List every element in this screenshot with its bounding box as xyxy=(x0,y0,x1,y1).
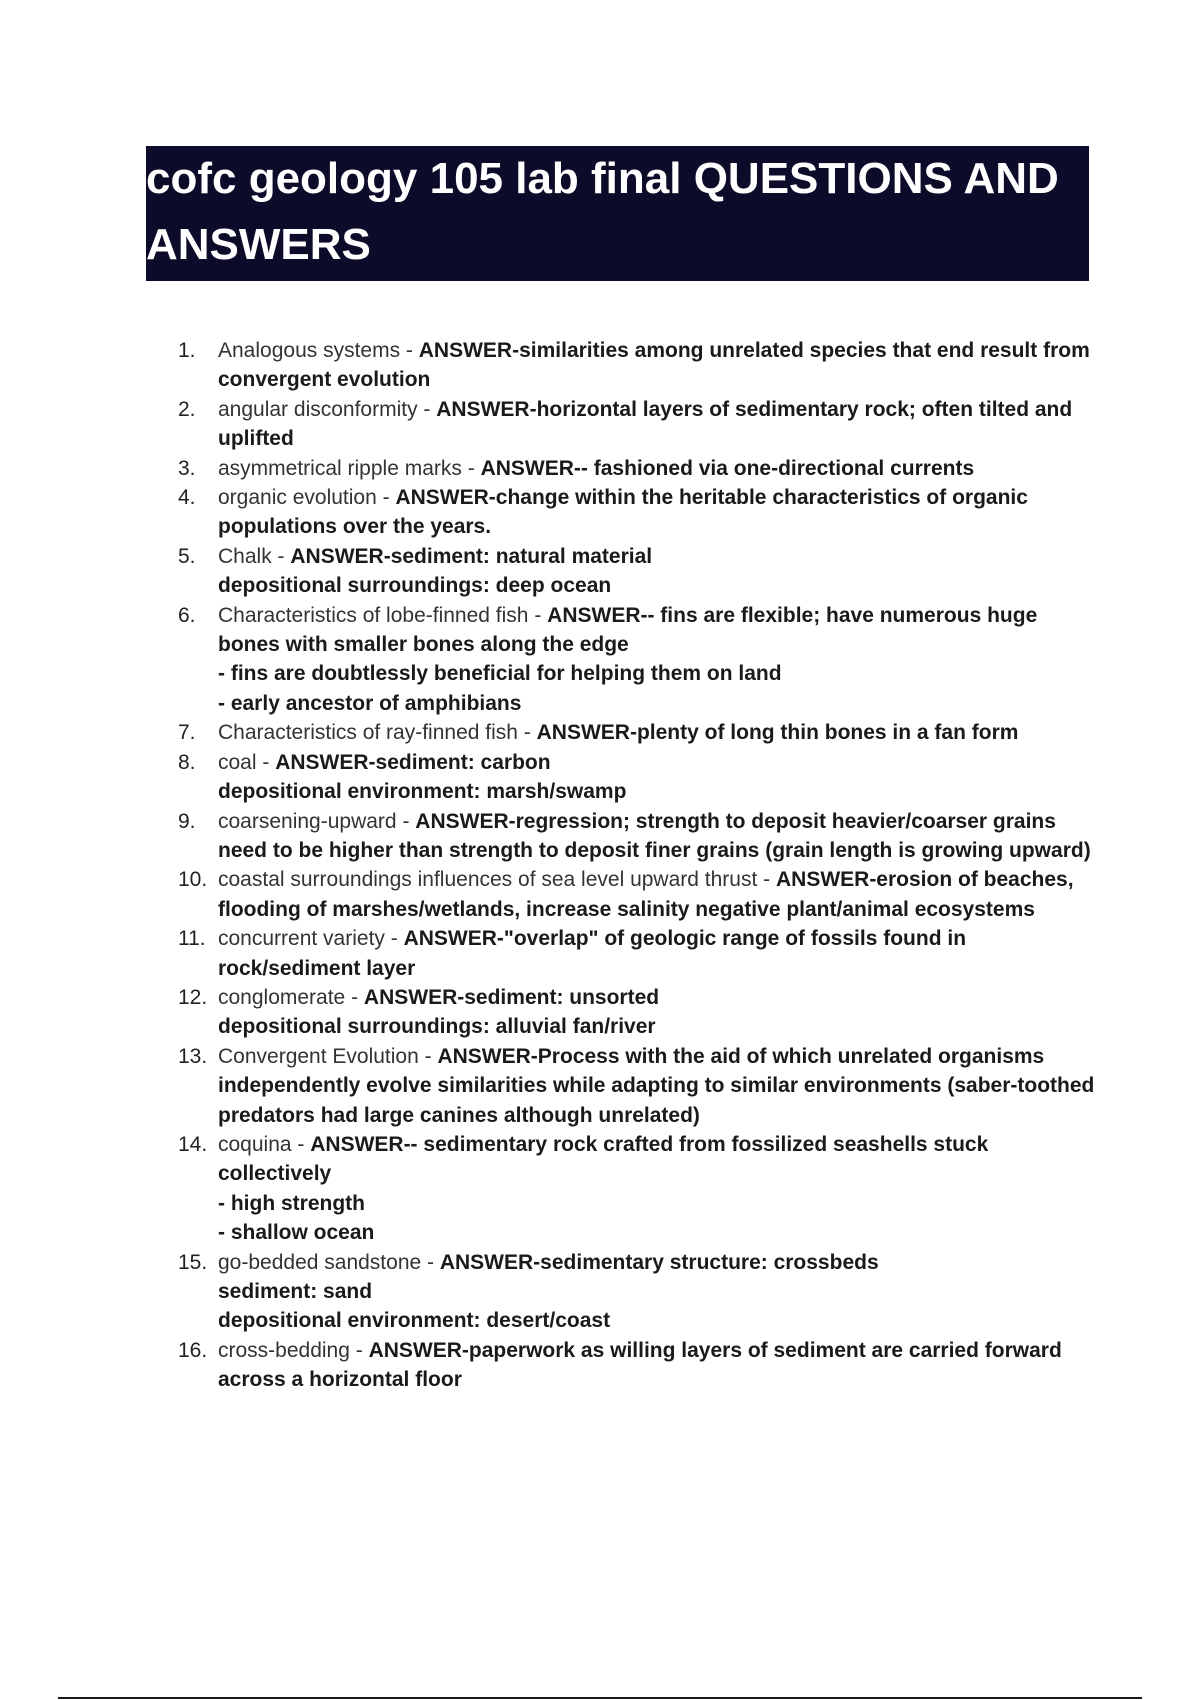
title-banner xyxy=(146,146,1089,281)
footer-divider xyxy=(58,1697,1142,1699)
item-number: 13. xyxy=(178,1044,208,1068)
item-number: 4. xyxy=(178,486,196,510)
list-item xyxy=(178,542,1098,601)
item-separator: - xyxy=(417,397,437,421)
list-item xyxy=(178,395,1098,454)
item-term: concurrent variety xyxy=(218,927,385,951)
list-item xyxy=(178,718,1098,747)
item-number: 5. xyxy=(178,544,196,568)
list-item xyxy=(178,601,1098,719)
page-title: cofc geology 105 lab final QUESTIONS AND ANSWERS xyxy=(146,154,1059,269)
item-separator: - xyxy=(418,1044,438,1068)
item-term: coarsening-upward xyxy=(218,809,397,833)
list-item xyxy=(178,1130,1098,1248)
item-term: coastal surroundings influences of sea level upward thrust xyxy=(218,868,758,892)
qa-list xyxy=(178,336,1098,1395)
item-term: conglomerate xyxy=(218,985,346,1009)
item-number: 1. xyxy=(178,339,196,362)
item-term: Convergent Evolution xyxy=(218,1044,419,1068)
item-term: Chalk xyxy=(218,544,272,568)
item-term: cross-bedding xyxy=(218,1338,350,1362)
list-item xyxy=(178,807,1098,866)
item-term: angular disconformity xyxy=(218,397,418,421)
item-answer: ANSWER-Process with the aid of which unrelated organisms independently evolve similarities while adapting to similar environments (saber-toothed predators had large canines although unrelated) xyxy=(218,1044,1095,1127)
item-number: 10. xyxy=(178,868,208,892)
list-item xyxy=(178,924,1098,983)
item-number: 2. xyxy=(178,397,196,421)
item-term: coal xyxy=(218,750,257,774)
item-term: organic evolution xyxy=(218,486,377,510)
list-item xyxy=(178,1042,1098,1130)
item-term: Characteristics of lobe-finned fish xyxy=(218,603,529,627)
item-answer: ANSWER-sediment: unsorted depositional surroundings: alluvial fan/river xyxy=(218,985,660,1039)
item-answer: ANSWER-similarities among unrelated species that end result from convergent evolution xyxy=(218,339,1090,392)
item-number: 8. xyxy=(178,750,196,774)
item-term: coquina xyxy=(218,1132,292,1156)
item-separator: - xyxy=(384,927,404,951)
item-answer: ANSWER-sediment: natural material depositional surroundings: deep ocean xyxy=(218,544,653,598)
list-item xyxy=(178,748,1098,807)
item-separator: - xyxy=(421,1250,440,1274)
item-term: Analogous systems xyxy=(218,339,401,362)
item-number: 15. xyxy=(178,1250,208,1274)
list-item xyxy=(178,1336,1098,1395)
list-item xyxy=(178,336,1098,395)
list-item xyxy=(178,865,1098,924)
item-answer: ANSWER-- fins are flexible; have numerous huge bones with smaller bones along the edge - fins are doubtlessly beneficial for helping them on land - early ancestor of amphibians xyxy=(218,603,1038,715)
item-separator: - xyxy=(271,544,291,568)
item-number: 12. xyxy=(178,985,208,1009)
list-item xyxy=(178,983,1098,1042)
item-separator: - xyxy=(461,456,481,480)
item-number: 16. xyxy=(178,1338,208,1362)
item-answer: ANSWER-- fashioned via one-directional currents xyxy=(480,456,975,480)
item-answer: ANSWER-erosion of beaches, flooding of marshes/wetlands, increase salinity negative plant/animal ecosystems xyxy=(218,868,1074,921)
item-answer: ANSWER-"overlap" of geologic range of fossils found in rock/sediment layer xyxy=(218,927,967,980)
item-term: asymmetrical ripple marks xyxy=(218,456,462,480)
item-separator: - xyxy=(400,339,419,362)
item-term: go-bedded sandstone xyxy=(218,1250,422,1274)
item-separator: - xyxy=(757,868,776,892)
item-answer: ANSWER-regression; strength to deposit heavier/coarser grains need to be higher than strength to deposit finer grains (grain length is growing upward) xyxy=(218,809,1091,862)
item-answer: ANSWER-change within the heritable characteristics of organic populations over the years. xyxy=(218,486,1028,539)
item-answer: ANSWER-paperwork as willing layers of sediment are carried forward across a horizontal floor xyxy=(218,1338,1062,1392)
item-answer: ANSWER-plenty of long thin bones in a fan form xyxy=(536,721,1019,745)
list-item xyxy=(178,454,1098,483)
item-answer: ANSWER-sedimentary structure: crossbeds sediment: sand depositional environment: desert/coast xyxy=(218,1250,879,1333)
item-answer: ANSWER-sediment: carbon depositional environment: marsh/swamp xyxy=(218,750,627,804)
item-number: 7. xyxy=(178,721,196,745)
item-number: 9. xyxy=(178,809,196,833)
item-separator: - xyxy=(256,750,276,774)
item-separator: - xyxy=(349,1338,369,1362)
item-number: 14. xyxy=(178,1132,208,1156)
item-term: Characteristics of ray-finned fish xyxy=(218,721,518,745)
item-separator: - xyxy=(528,603,548,627)
list-item xyxy=(178,1248,1098,1336)
item-number: 6. xyxy=(178,603,196,627)
item-separator: - xyxy=(345,985,364,1009)
item-answer: ANSWER-horizontal layers of sedimentary rock; often tilted and uplifted xyxy=(218,397,1073,451)
item-separator: - xyxy=(396,809,416,833)
item-number: 3. xyxy=(178,456,196,480)
list-item xyxy=(178,483,1098,542)
item-number: 11. xyxy=(178,927,206,951)
item-separator: - xyxy=(517,721,537,745)
item-answer: ANSWER-- sedimentary rock crafted from fossilized seashells stuck collectively - high strength - shallow ocean xyxy=(218,1132,989,1245)
item-separator: - xyxy=(376,486,396,510)
item-separator: - xyxy=(291,1132,311,1156)
